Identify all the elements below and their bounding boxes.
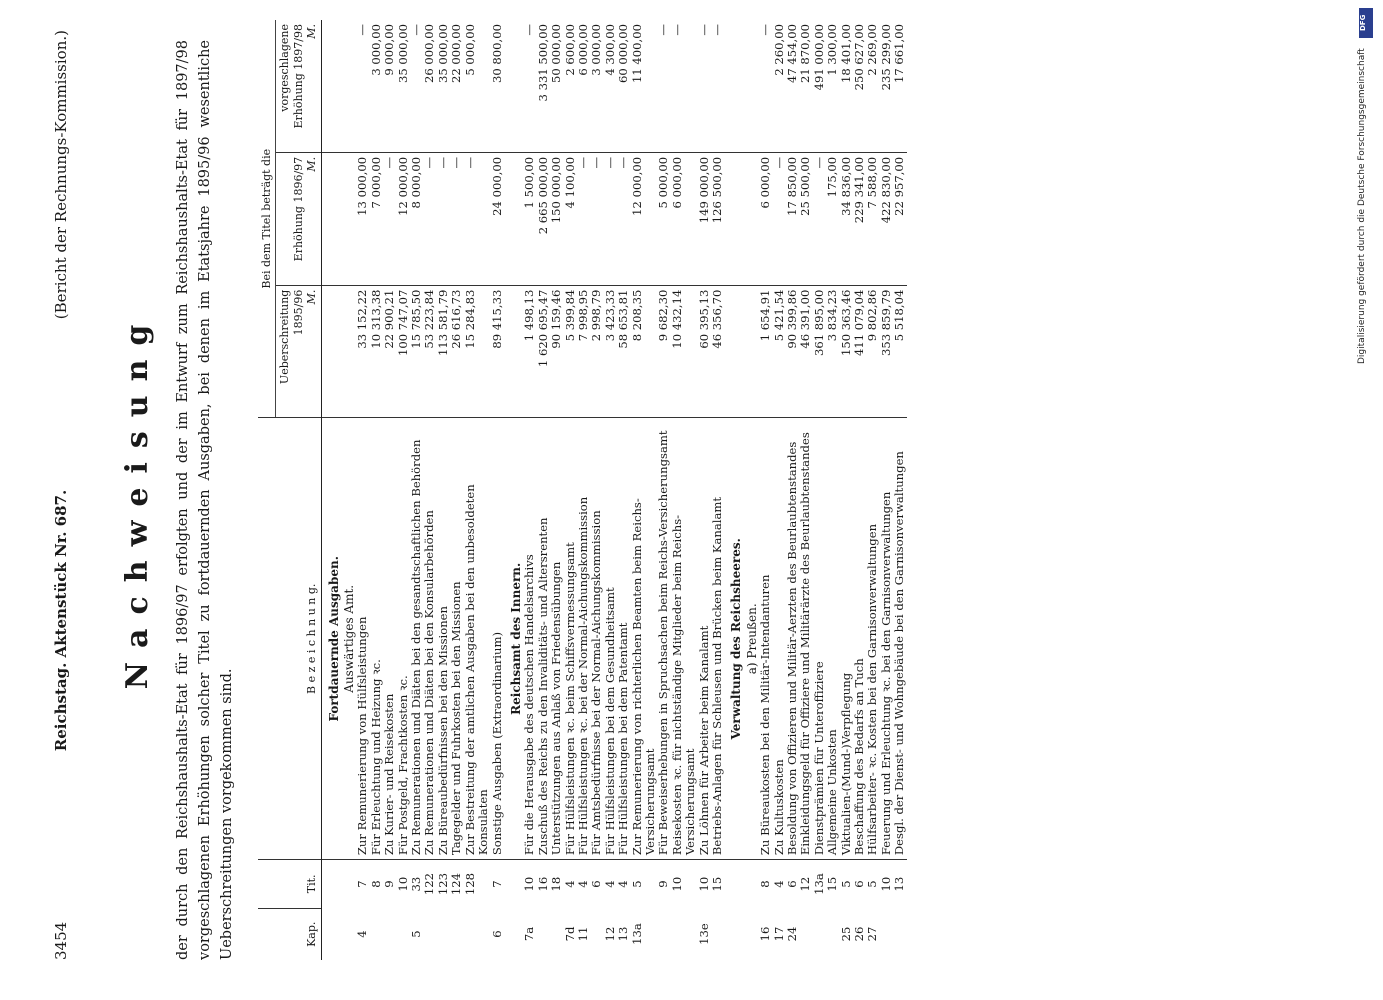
cell-tit: 13 xyxy=(893,860,906,908)
cell-tit: 4 xyxy=(577,860,590,908)
cell-ueberschreitung: 5 399,84 xyxy=(564,285,577,418)
cell-tit: 15 xyxy=(826,860,839,908)
cell-tit: 5 xyxy=(631,860,658,908)
cell-tit: 122 xyxy=(423,860,436,908)
cell-tit: 15 xyxy=(711,860,724,908)
cell-kap: 27 xyxy=(865,926,880,942)
cell-erhoehung: — xyxy=(437,152,450,285)
cell-ueberschreitung: 5 518,04 xyxy=(893,285,906,418)
cell-bezeichnung: Tagegelder und Fuhrkosten bei den Missionen xyxy=(450,418,463,860)
table-row xyxy=(410,20,423,960)
cell-tit: 123 xyxy=(437,860,450,908)
cell-tit: 8 xyxy=(370,860,383,908)
cell-vorgeschlagen: 18 401,00 xyxy=(838,24,853,84)
cell-bezeichnung: Für Hülfsleistungen ꝛc. bei der Normal-Aichungskommission xyxy=(577,418,590,860)
header-title: Reichstag. Aktenstück Nr. 687. xyxy=(52,489,70,752)
cell-erhoehung: 7 000,00 xyxy=(370,152,383,285)
table-row xyxy=(880,20,893,960)
cell-vorgeschlagen: 50 000,00 xyxy=(549,24,564,84)
side-strip xyxy=(1357,8,1377,993)
cell-kap xyxy=(423,908,436,960)
table-row xyxy=(698,20,711,960)
cell-ueberschreitung: 33 152,22 xyxy=(356,285,369,418)
cell-erhoehung: 149 000,00 xyxy=(698,152,711,285)
cell-erhoehung: 6 000,00 xyxy=(671,152,698,285)
cell-kap xyxy=(893,908,906,960)
section-row xyxy=(724,20,743,960)
subsection-row xyxy=(341,20,356,960)
table-row xyxy=(370,20,383,960)
cell-vorgeschlagen: 5 000,00 xyxy=(462,24,477,76)
cell-ueberschreitung: 113 581,79 xyxy=(437,285,450,418)
cell-vorgeschlagen: — xyxy=(696,24,711,36)
table-row xyxy=(657,20,670,960)
cell-vorgeschlagen: — xyxy=(669,24,684,36)
cell-erhoehung: 175,00 xyxy=(826,152,839,285)
cell-tit: 13a xyxy=(813,860,826,908)
cell-vorgeschlagen: — xyxy=(758,24,773,36)
cell-bezeichnung: Allgemeine Unkosten xyxy=(826,418,839,860)
table-row xyxy=(893,20,906,960)
cell-erhoehung: 7 588,00 xyxy=(866,152,879,285)
cell-bezeichnung: Für Hülfsleistungen ꝛc. beim Schiffsvermessungsamt xyxy=(564,418,577,860)
cell-vorgeschlagen: 11 400,00 xyxy=(629,24,644,84)
table-row xyxy=(604,20,617,960)
cell-erhoehung: 8 000,00 xyxy=(410,152,423,285)
table-row xyxy=(356,20,369,960)
cell-ueberschreitung: 353 859,79 xyxy=(880,285,893,418)
cell-bezeichnung: Zur Remunerierung von richterlichen Beamten beim Reichs-Versicherungsamt xyxy=(631,418,658,860)
cell-tit: 7 xyxy=(356,860,369,908)
table-row xyxy=(450,20,463,960)
header-vorgeschlagen: vorgeschlagene Erhöhung 1897/98 M. xyxy=(276,20,321,152)
running-header xyxy=(52,30,76,960)
cell-kap xyxy=(450,908,463,960)
cell-bezeichnung: Desgl. der Dienst- und Wohngebäude bei den Garnisonverwaltungen xyxy=(893,418,906,860)
cell-kap xyxy=(397,908,410,960)
cell-kap: 13a xyxy=(629,923,644,945)
cell-erhoehung: — xyxy=(450,152,463,285)
table-row xyxy=(773,20,786,960)
header-kap: Kap. xyxy=(258,908,321,960)
cell-bezeichnung: Unterstützungen aus Anlaß von Friedensübungen xyxy=(550,418,563,860)
cell-vorgeschlagen: 47 454,00 xyxy=(785,24,800,84)
cell-bezeichnung: Einkleidungsgeld für Offiziere und Militärärzte des Beurlaubtenstandes xyxy=(799,418,812,860)
cell-erhoehung: 34 836,00 xyxy=(840,152,853,285)
cell-erhoehung: 22 957,00 xyxy=(893,152,906,285)
cell-erhoehung: 12 000,00 xyxy=(397,152,410,285)
cell-bezeichnung: Hülfsarbeiter- ꝛc. Kosten bei den Garnisonverwaltungen xyxy=(866,418,879,860)
cell-erhoehung: 150 000,00 xyxy=(550,152,563,285)
table-row xyxy=(786,20,799,960)
cell-tit: 12 xyxy=(799,860,812,908)
cell-kap: 13 xyxy=(616,926,631,942)
cell-tit: 4 xyxy=(564,860,577,908)
table-row xyxy=(866,20,879,960)
cell-bezeichnung: Reisekosten ꝛc. für nichtständige Mitglieder beim Reichs-Versicherungsamt xyxy=(671,418,698,860)
cell-bezeichnung: Zu Büreaukosten bei den Militär-Intendanturen xyxy=(759,418,772,860)
header-subtitle: (Bericht der Rechnungs-Kommission.) xyxy=(52,30,70,320)
cell-ueberschreitung: 15 785,50 xyxy=(410,285,423,418)
cell-ueberschreitung: 100 747,07 xyxy=(397,285,410,418)
cell-ueberschreitung: 90 159,46 xyxy=(550,285,563,418)
cell-tit: 10 xyxy=(671,860,698,908)
cell-bezeichnung: Für die Herausgabe des deutschen Handelsarchivs xyxy=(523,418,536,860)
cell-vorgeschlagen: 22 000,00 xyxy=(449,24,464,84)
cell-ueberschreitung: 53 223,84 xyxy=(423,285,436,418)
cell-vorgeschlagen: 35 000,00 xyxy=(395,24,410,84)
cell-vorgeschlagen: — xyxy=(409,24,424,36)
cell-ueberschreitung: 58 653,81 xyxy=(617,285,630,418)
cell-erhoehung: 422 830,00 xyxy=(880,152,893,285)
cell-vorgeschlagen: — xyxy=(522,24,537,36)
section-row xyxy=(321,20,341,960)
cell-bezeichnung: Zur Bestreitung der amtlichen Ausgaben bei den unbesoldeten Konsulaten xyxy=(464,418,491,860)
cell-erhoehung: 6 000,00 xyxy=(759,152,772,285)
table-row xyxy=(464,20,491,960)
table-row xyxy=(523,20,536,960)
cell-kap: 16 xyxy=(758,926,773,942)
cell-kap: 4 xyxy=(355,930,370,938)
cell-tit: 9 xyxy=(383,860,396,908)
cell-kap xyxy=(826,908,839,960)
cell-kap: 13e xyxy=(696,923,711,945)
table-row xyxy=(423,20,436,960)
cell-kap: 11 xyxy=(575,926,590,942)
cell-erhoehung: 126 500,00 xyxy=(711,152,724,285)
cell-bezeichnung: Zu Büreaubedürfnissen bei den Missionen xyxy=(437,418,450,860)
cell-bezeichnung: Beschaffung des Bedarfs an Tuch xyxy=(853,418,866,860)
cell-erhoehung: — xyxy=(464,152,491,285)
cell-erhoehung: 4 100,00 xyxy=(564,152,577,285)
cell-bezeichnung: Sonstige Ausgaben (Extraordinarium) xyxy=(491,418,504,860)
section-title: Fortdauernde Ausgaben. xyxy=(321,418,341,860)
cell-ueberschreitung: 46 391,00 xyxy=(799,285,812,418)
cell-bezeichnung: Zu Remunerationen und Diäten bei den gesandtschaftlichen Behörden xyxy=(410,418,423,860)
cell-kap: 7a xyxy=(522,926,537,942)
cell-erhoehung: 5 000,00 xyxy=(657,152,670,285)
cell-ueberschreitung: 9 802,86 xyxy=(866,285,879,418)
cell-erhoehung: 24 000,00 xyxy=(491,152,504,285)
cell-erhoehung: 13 000,00 xyxy=(356,152,369,285)
cell-kap xyxy=(711,908,724,960)
table-row xyxy=(397,20,410,960)
table-row xyxy=(671,20,698,960)
cell-ueberschreitung: 60 395,13 xyxy=(698,285,711,418)
cell-tit: 4 xyxy=(617,860,630,908)
cell-erhoehung: — xyxy=(383,152,396,285)
table-row xyxy=(813,20,826,960)
cell-vorgeschlagen: 2 600,00 xyxy=(562,24,577,76)
cell-erhoehung: 2 665 000,00 xyxy=(537,152,550,285)
cell-vorgeschlagen: 2 269,00 xyxy=(865,24,880,76)
cell-bezeichnung: Betriebs-Anlagen für Schleusen und Brücken beim Kanalamt xyxy=(711,418,724,860)
cell-kap xyxy=(880,908,893,960)
cell-kap: 7d xyxy=(562,926,577,942)
table-row xyxy=(550,20,563,960)
cell-tit: 5 xyxy=(866,860,879,908)
cell-tit: 16 xyxy=(537,860,550,908)
table-row xyxy=(617,20,630,960)
cell-tit: 6 xyxy=(786,860,799,908)
subsection-title: a) Preußen. xyxy=(744,418,759,860)
table-row xyxy=(564,20,577,960)
cell-vorgeschlagen: 4 300,00 xyxy=(602,24,617,76)
cell-kap xyxy=(671,908,698,960)
cell-vorgeschlagen: 1 300,00 xyxy=(825,24,840,76)
cell-tit: 7 xyxy=(491,860,504,908)
cell-kap: 12 xyxy=(602,926,617,942)
cell-kap xyxy=(813,908,826,960)
cell-vorgeschlagen: 30 800,00 xyxy=(489,24,504,84)
cell-tit: 6 xyxy=(590,860,603,908)
cell-bezeichnung: Feuerung und Erleuchtung ꝛc. bei den Garnisonverwaltungen xyxy=(880,418,893,860)
cell-ueberschreitung: 22 900,21 xyxy=(383,285,396,418)
cell-tit: 10 xyxy=(523,860,536,908)
cell-ueberschreitung: 9 682,30 xyxy=(657,285,670,418)
cell-kap: 6 xyxy=(489,930,504,938)
cell-kap xyxy=(550,908,563,960)
cell-tit: 124 xyxy=(450,860,463,908)
cell-ueberschreitung: 3 423,33 xyxy=(604,285,617,418)
table-row xyxy=(383,20,396,960)
cell-erhoehung: — xyxy=(813,152,826,285)
cell-vorgeschlagen: 3 000,00 xyxy=(589,24,604,76)
section-title: Reichsamt des Innern. xyxy=(504,418,523,860)
cell-kap xyxy=(537,908,550,960)
cell-tit: 10 xyxy=(397,860,410,908)
cell-ueberschreitung: 1 654,91 xyxy=(759,285,772,418)
cell-tit: 8 xyxy=(759,860,772,908)
cell-vorgeschlagen: 60 000,00 xyxy=(616,24,631,84)
cell-tit: 33 xyxy=(410,860,423,908)
cell-vorgeschlagen: 17 661,00 xyxy=(892,24,907,84)
cell-vorgeschlagen: — xyxy=(710,24,724,36)
intro-paragraph: der durch den Reichshaushalts-Etat für 1896/97 erfolgten und der im Entwurf zum Reichshaushalts-Etat für 1897/98 vorgeschlagenen Erhöhungen solcher Titel zu fortdauernden Ausgaben, bei denen im Etatsjahre 1895/96 wesentliche Ueberschreitungen vorgekommen sind. xyxy=(175,40,235,960)
expenditure-table xyxy=(258,20,907,960)
cell-bezeichnung: Dienstprämien für Unteroffiziere xyxy=(813,418,826,860)
cell-erhoehung: — xyxy=(604,152,617,285)
cell-kap xyxy=(464,908,491,960)
cell-tit: 18 xyxy=(550,860,563,908)
cell-ueberschreitung: 7 998,95 xyxy=(577,285,590,418)
cell-bezeichnung: Zuschuß des Reichs zu den Invaliditäts- und Altersrenten xyxy=(537,418,550,860)
cell-ueberschreitung: 89 415,33 xyxy=(491,285,504,418)
cell-kap xyxy=(370,908,383,960)
cell-bezeichnung: Viktualien-(Mund-)Verpflegung xyxy=(840,418,853,860)
cell-bezeichnung: Für Hülfsleistungen bei dem Gesundheitsamt xyxy=(604,418,617,860)
cell-kap: 26 xyxy=(852,926,867,942)
table-row xyxy=(437,20,450,960)
cell-vorgeschlagen: 26 000,00 xyxy=(422,24,437,84)
cell-ueberschreitung: 3 834,23 xyxy=(826,285,839,418)
cell-kap xyxy=(383,908,396,960)
table-row xyxy=(840,20,853,960)
cell-bezeichnung: Für Erleuchtung und Heizung ꝛc. xyxy=(370,418,383,860)
header-erhoehung: Erhöhung 1896/97 M. xyxy=(276,152,321,285)
cell-kap xyxy=(590,908,603,960)
cell-ueberschreitung: 46 356,70 xyxy=(711,285,724,418)
table-row xyxy=(491,20,504,960)
cell-bezeichnung: Zu Remunerationen und Diäten bei den Konsularbehörden xyxy=(423,418,436,860)
cell-erhoehung: — xyxy=(423,152,436,285)
cell-erhoehung: 1 500,00 xyxy=(523,152,536,285)
header-ueberschreitung: Ueberschreitung 1895/96 M. xyxy=(276,285,321,418)
cell-tit: 10 xyxy=(698,860,711,908)
cell-kap: 17 xyxy=(771,926,786,942)
cell-bezeichnung: Für Postgeld, Frachtkosten ꝛc. xyxy=(397,418,410,860)
page-number: 3454 xyxy=(52,921,70,960)
cell-vorgeschlagen: 2 260,00 xyxy=(771,24,786,76)
cell-bezeichnung: Für Hülfsleistungen bei dem Patentamt xyxy=(617,418,630,860)
cell-ueberschreitung: 26 616,73 xyxy=(450,285,463,418)
table-row xyxy=(759,20,772,960)
cell-tit: 4 xyxy=(604,860,617,908)
header-group: Bei dem Titel beträgt die xyxy=(258,20,276,418)
subsection-title: Auswärtiges Amt. xyxy=(341,418,356,860)
cell-vorgeschlagen: 250 627,00 xyxy=(852,24,867,91)
dfg-logo: DFG xyxy=(1359,8,1373,38)
cell-tit: 128 xyxy=(464,860,491,908)
cell-kap xyxy=(799,908,812,960)
table-row xyxy=(590,20,603,960)
cell-erhoehung: — xyxy=(773,152,786,285)
section-title: Verwaltung des Reichsheeres. xyxy=(724,418,743,860)
cell-bezeichnung: Besoldung von Offizieren und Militär-Aerzten des Beurlaubtenstandes xyxy=(786,418,799,860)
cell-erhoehung: 17 850,00 xyxy=(786,152,799,285)
table-row xyxy=(799,20,812,960)
cell-ueberschreitung: 90 399,86 xyxy=(786,285,799,418)
header-tit: Tit. xyxy=(258,860,321,908)
table-row xyxy=(853,20,866,960)
cell-vorgeschlagen: 6 000,00 xyxy=(575,24,590,76)
cell-tit: 4 xyxy=(773,860,786,908)
table-row xyxy=(537,20,550,960)
cell-ueberschreitung: 411 079,04 xyxy=(853,285,866,418)
cell-bezeichnung: Zu Löhnen für Arbeiter beim Kanalamt xyxy=(698,418,711,860)
cell-erhoehung: 229 341,00 xyxy=(853,152,866,285)
cell-tit: 6 xyxy=(853,860,866,908)
cell-vorgeschlagen: 9 000,00 xyxy=(382,24,397,76)
cell-bezeichnung: Zu Kultuskosten xyxy=(773,418,786,860)
cell-vorgeschlagen: 3 331 500,00 xyxy=(535,24,550,102)
cell-tit: 10 xyxy=(880,860,893,908)
cell-bezeichnung: Zur Remunerierung von Hülfsleistungen xyxy=(356,418,369,860)
cell-bezeichnung: Für Amtsbedürfnisse bei der Normal-Aichungskommission xyxy=(590,418,603,860)
cell-ueberschreitung: 5 421,54 xyxy=(773,285,786,418)
table-row xyxy=(711,20,724,960)
cell-vorgeschlagen: 235 299,00 xyxy=(878,24,893,91)
cell-tit: 5 xyxy=(840,860,853,908)
subsection-row xyxy=(744,20,759,960)
cell-vorgeschlagen: — xyxy=(355,24,370,36)
cell-ueberschreitung: 10 432,14 xyxy=(671,285,698,418)
cell-ueberschreitung: 8 208,35 xyxy=(631,285,658,418)
cell-vorgeschlagen: — xyxy=(656,24,671,36)
cell-kap: 24 xyxy=(785,926,800,942)
cell-bezeichnung: Für Beweiserhebungen in Spruchsachen beim Reichs-Versicherungsamt xyxy=(657,418,670,860)
cell-ueberschreitung: 1 620 695,47 xyxy=(537,285,550,418)
section-row xyxy=(504,20,523,960)
cell-kap: 25 xyxy=(838,926,853,942)
cell-erhoehung: — xyxy=(617,152,630,285)
cell-ueberschreitung: 150 363,46 xyxy=(840,285,853,418)
cell-ueberschreitung: 10 313,38 xyxy=(370,285,383,418)
cell-kap: 5 xyxy=(409,930,424,938)
cell-erhoehung: — xyxy=(590,152,603,285)
cell-erhoehung: 25 500,00 xyxy=(799,152,812,285)
cell-vorgeschlagen: 21 870,00 xyxy=(798,24,813,84)
cell-vorgeschlagen: 491 000,00 xyxy=(811,24,826,91)
cell-ueberschreitung: 1 498,13 xyxy=(523,285,536,418)
cell-kap xyxy=(437,908,450,960)
digitization-note: Digitalisierung gefördert durch die Deutsche Forschungsgemeinschaft xyxy=(1357,48,1367,364)
document-title: Nachweisung xyxy=(120,310,155,690)
cell-kap xyxy=(657,908,670,960)
cell-ueberschreitung: 15 284,83 xyxy=(464,285,491,418)
cell-erhoehung: 12 000,00 xyxy=(631,152,658,285)
table-body xyxy=(321,20,907,960)
cell-ueberschreitung: 2 998,79 xyxy=(590,285,603,418)
cell-ueberschreitung: 361 895,00 xyxy=(813,285,826,418)
table-row xyxy=(577,20,590,960)
header-bezeichnung: B e z e i c h n u n g. xyxy=(258,418,321,860)
table-row xyxy=(631,20,658,960)
cell-bezeichnung: Zu Kurier- und Reisekosten xyxy=(383,418,396,860)
table-row xyxy=(826,20,839,960)
cell-tit: 9 xyxy=(657,860,670,908)
cell-vorgeschlagen: 35 000,00 xyxy=(435,24,450,84)
cell-erhoehung: — xyxy=(577,152,590,285)
cell-vorgeschlagen: 3 000,00 xyxy=(368,24,383,76)
